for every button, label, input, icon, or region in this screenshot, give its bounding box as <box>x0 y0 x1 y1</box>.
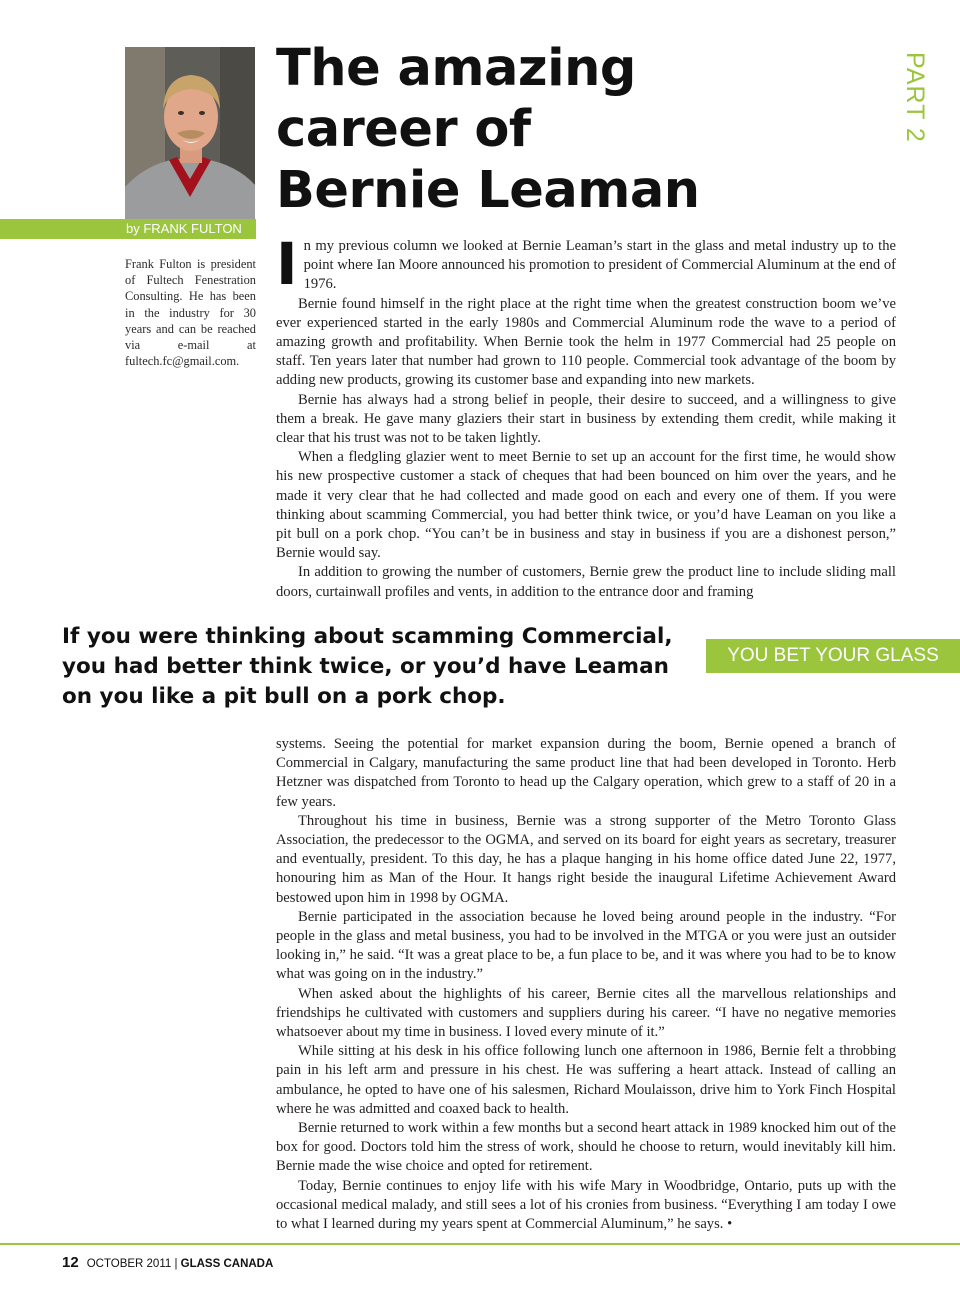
page-number: 12 <box>62 1254 79 1271</box>
author-byline: by FRANK FULTON <box>126 221 242 236</box>
part-label <box>893 52 933 144</box>
issue-date: OCTOBER 2011 | <box>86 1258 178 1270</box>
author-bio: Frank Fulton is president of Fultech Fenestration Consulting. He has been in the industry for 30 years and can be reached via e-mail at fultech.fc@gmail.com. <box>125 257 256 369</box>
column-tag: YOU BET YOUR GLASS <box>706 639 960 673</box>
publication-name: GLASS CANADA <box>180 1258 274 1270</box>
article-body-bottom <box>276 735 896 1234</box>
article-body-top <box>276 230 896 602</box>
paragraph: Today, Bernie continues to enjoy life with his wife Mary in Woodbridge, Ontario, puts up with the occasional medical malady, and still sees a lot of his cronies from business. “Everything I am today I owe to what I learned during my years spent at Commercial Aluminum,” he says. • <box>276 1177 896 1233</box>
paragraph: When a fledgling glazier went to meet Bernie to set up an account for the first time, he would show his new prospective customer a stack of cheques that had been bounced on him over the years, and he made it very clear that he had collected and made good on each and every one of them. If you were thinking about scamming Commercial, you had better think twice, or you’d have Leaman on you like a pit bull on a pork chop. “You can’t be in business and stay in business if you are a dishonest person,” Bernie would say. <box>276 449 896 562</box>
paragraph: Bernie returned to work within a few months but a second heart attack in 1989 knocked him out of the box for good. Doctors told him the stress of work, should he choose to return, would inevitably kill him. Bernie made the wise choice and opted for retirement. <box>276 1120 896 1175</box>
article-title <box>276 38 836 221</box>
title-line: Bernie Leaman <box>276 161 700 220</box>
drop-cap: I <box>276 230 298 298</box>
part-label-text: PART 2 <box>901 52 929 143</box>
page-footer <box>62 1254 273 1272</box>
pull-quote: If you were thinking about scamming Commercial, you had better think twice, or you’d have Leaman on you like a pit bull on a pork chop. <box>62 624 673 709</box>
paragraph: Bernie participated in the association because he loved being around people in the industry. “For people in the glass and metal business, you had to be involved in the MTGA or you were just an outsider looking in,” he said. “It was a great place to be, a fun place to be, and it was where you had to be to know what was going on in the industry.” <box>276 908 896 983</box>
paragraph-text: n my previous column we looked at Bernie Leaman’s start in the glass and metal industry up to the point where Ian Moore announced his promotion to president of Commercial Aluminum at the end of 1976. <box>303 238 896 293</box>
author-portrait-illustration <box>125 47 255 219</box>
paragraph: Bernie has always had a strong belief in people, their desire to succeed, and a willingness to give them a break. He gave many glaziers their start in business by extending them credit, while making it clear that his trust was not to be taken lightly. <box>276 391 896 447</box>
paragraph: Throughout his time in business, Bernie was a strong supporter of the Metro Toronto Glass Association, the predecessor to the OGMA, and served on its board for eight years as secretary, treasurer and eventually, president. To this day, he has a plaque hanging in his home office dated June 22, 1977, honouring him as Man of the Hour. It hangs right beside the inaugural Lifetime Achievement Award bestowed upon him in 1998 by OGMA. <box>276 812 896 906</box>
paragraph: systems. Seeing the potential for market expansion during the boom, Bernie opened a branch of Commercial in Calgary, manufacturing the same product line that had been developed in Toronto. Herb Hetzner was dispatched from Toronto to head up the Calgary operation, which grew to a staff of 20 in a few years. <box>276 736 896 810</box>
paragraph <box>276 230 896 298</box>
paragraph: While sitting at his desk in his office following lunch one afternoon in 1986, Bernie felt a throbbing pain in his left arm and pressure in his chest. He was suffering a heart attack. Instead of calling an ambulance, he opted to have one of his salesmen, Richard Moulaisson, drive him to York Finch Hospital where he was admitted and coaxed back to health. <box>276 1043 896 1117</box>
paragraph: In addition to growing the number of customers, Bernie grew the product line to include sliding mall doors, curtainwall profiles and vents, in addition to the entrance door and framing <box>276 564 896 600</box>
footer-rule <box>0 1243 960 1245</box>
title-line: career of <box>276 100 531 159</box>
title-line: The amazing <box>276 39 636 98</box>
paragraph: When asked about the highlights of his career, Bernie cites all the marvellous relationships and friendships he cultivated with customers and suppliers during his career. “I have no negative memories whatsoever about my time in business. I loved every minute of it.” <box>276 985 896 1041</box>
paragraph: Bernie found himself in the right place at the right time when the greatest construction boom we’ve ever experienced started in the early 1980s and Commercial Aluminum rode the wave to a period of amazing growth and profitability. When Bernie took the helm in 1977 Commercial had 25 people on staff. Ten years later that number had grown to 110 people. Commercial took advantage of the boom by adding new products, growing its customer base and expanding into new markets. <box>276 295 896 389</box>
author-photo <box>125 47 255 219</box>
